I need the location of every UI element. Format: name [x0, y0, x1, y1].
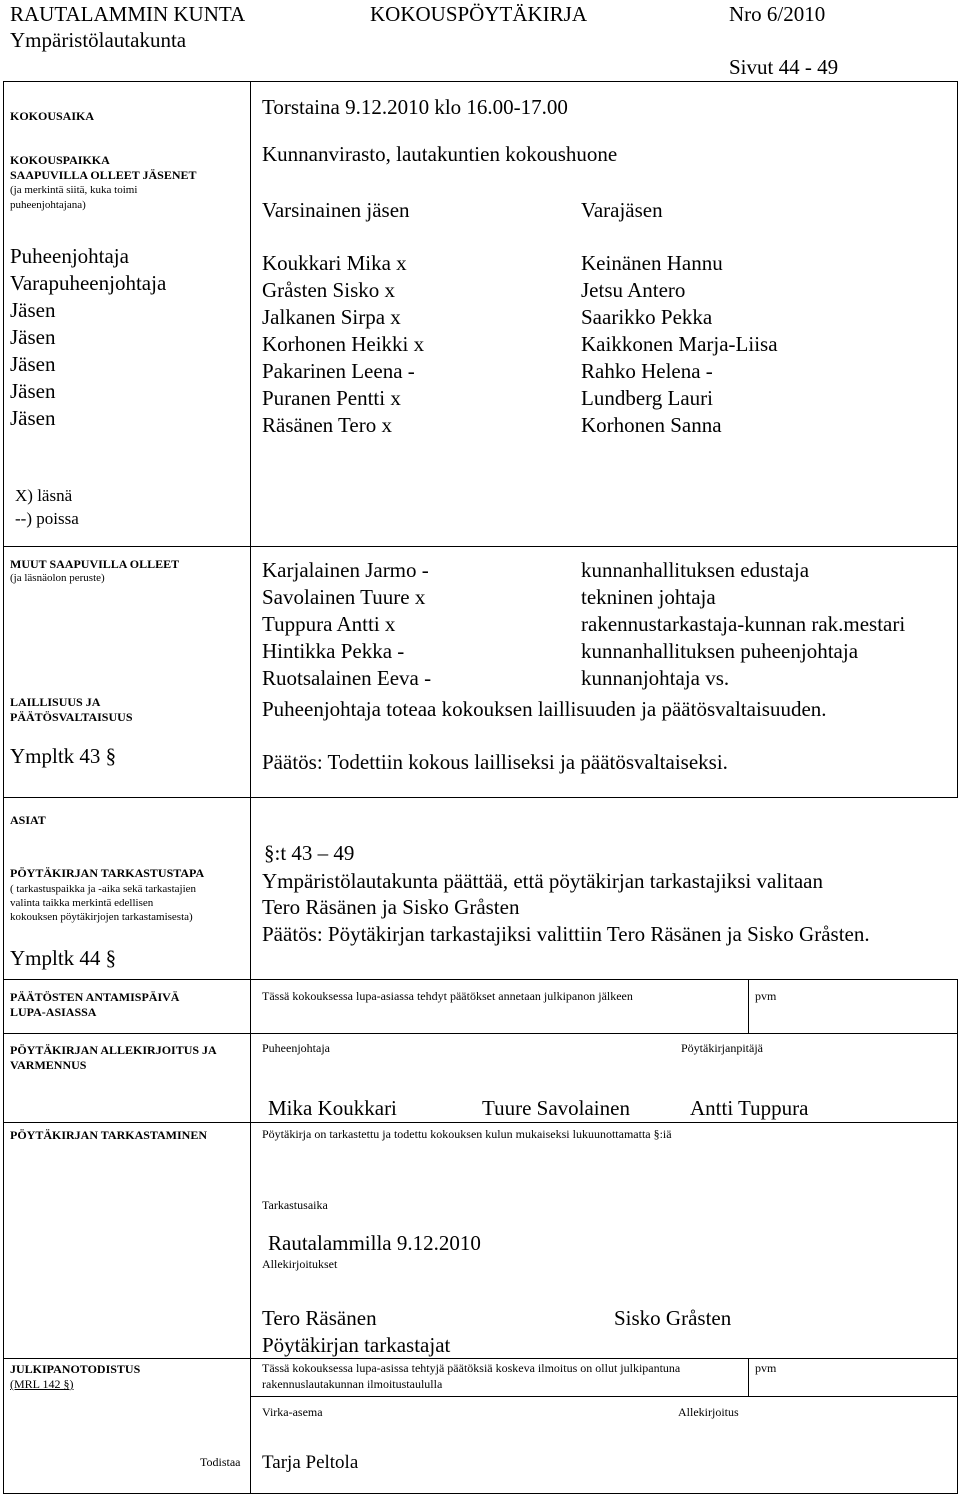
signer-chair: Mika Koukkari: [268, 1096, 397, 1120]
others-names: [262, 557, 431, 692]
column-divider: [250, 81, 251, 1493]
deputy-member-header: Varajäsen: [581, 198, 663, 222]
inspection-label: PÖYTÄKIRJAN TARKASTAMINEN: [10, 1128, 208, 1142]
others-label: MUUT SAAPUVILLA OLLEET: [10, 557, 180, 571]
other-attendee-role: kunnanhallituksen edustaja: [581, 558, 810, 582]
review-note-2: valinta taikka merkintä edellisen: [10, 897, 154, 909]
publication-pvm-divider: [748, 979, 749, 1033]
regular-member: Koukkari Mika x: [262, 251, 407, 275]
certifier-name: Tarja Peltola: [262, 1452, 359, 1473]
meeting-time-value: Torstaina 9.12.2010 klo 16.00-17.00: [262, 95, 568, 119]
deputy-member: Rahko Helena -: [581, 359, 713, 383]
document-number: Nro 6/2010: [729, 2, 826, 26]
signature-label: Allekirjoitus: [678, 1405, 739, 1419]
deputy-member: Saarikko Pekka: [581, 305, 713, 329]
inspection-text: Pöytäkirja on tarkastettu ja todettu kokouksen kulun mukaiseksi lukuunottamatta §:iä: [262, 1127, 672, 1141]
signer-vice: Tuure Savolainen: [482, 1096, 630, 1120]
members-note-1: (ja merkintä siitä, kuka toimi: [10, 184, 138, 196]
frame-bottom: [3, 1493, 958, 1494]
role-item: Puheenjohtaja: [10, 244, 129, 268]
other-attendee-role: rakennustarkastaja-kunnan rak.mestari: [581, 612, 906, 636]
divider-middle: [3, 797, 958, 798]
members-label: SAAPUVILLA OLLEET JÄSENET: [10, 168, 197, 182]
inspection-time-value: Rautalammilla 9.12.2010: [268, 1231, 481, 1255]
other-attendee-role: tekninen johtaja: [581, 585, 716, 609]
deputy-member: Keinänen Hannu: [581, 251, 723, 275]
notice-law: (MRL 142 §): [10, 1377, 74, 1391]
review-note-3: kokouksen pöytäkirjojen tarkastamisesta): [10, 911, 193, 923]
deputy-member: Kaikkonen Marja-Liisa: [581, 332, 778, 356]
regular-member: Räsänen Tero x: [262, 413, 392, 437]
member-roles: [10, 243, 166, 432]
role-item: Jäsen: [10, 379, 56, 403]
deputy-member: Lundberg Lauri: [581, 386, 713, 410]
review-label: PÖYTÄKIRJAN TARKASTUSTAPA: [10, 866, 205, 880]
notice-pvm-divider: [748, 1358, 749, 1396]
position-label: Virka-asema: [262, 1405, 323, 1419]
publication-label-2: LUPA-ASIASSA: [10, 1005, 97, 1019]
frame-right-upper: [957, 81, 958, 797]
review-line-1: Ympäristölautakunta päättää, että pöytäkirjan tarkastajiksi valitaan: [262, 869, 823, 893]
inspector-2: Sisko Gråsten: [614, 1306, 732, 1330]
signatures-label: Allekirjoitukset: [262, 1257, 338, 1271]
others-roles: [581, 557, 905, 692]
divider-notice: [3, 1358, 958, 1359]
other-attendee: Ruotsalainen Eeva -: [262, 666, 432, 690]
municipality-name: RAUTALAMMIN KUNTA: [10, 2, 246, 26]
meeting-time-label: KOKOUSAIKA: [10, 109, 95, 123]
other-attendee-role: kunnanhallituksen puheenjohtaja: [581, 639, 859, 663]
review-line-2: Tero Räsänen ja Sisko Gråsten: [262, 895, 520, 919]
legality-label-2: PÄÄTÖSVALTAISUUS: [10, 710, 133, 724]
regular-member: Pakarinen Leena -: [262, 359, 415, 383]
role-item: Jäsen: [10, 406, 56, 430]
deputy-member: Jetsu Antero: [581, 278, 686, 302]
role-item: Jäsen: [10, 298, 56, 322]
role-item: Jäsen: [10, 352, 56, 376]
inspection-time-label: Tarkastusaika: [262, 1198, 328, 1212]
regular-members-list: [262, 250, 424, 439]
document-type: KOKOUSPÖYTÄKIRJA: [370, 2, 588, 26]
role-item: Varapuheenjohtaja: [10, 271, 167, 295]
deputy-member: Korhonen Sanna: [581, 413, 722, 437]
divider-signing: [3, 1033, 958, 1034]
chair-label: Puheenjohtaja: [262, 1041, 330, 1055]
meeting-place-value: Kunnanvirasto, lautakuntien kokoushuone: [262, 142, 618, 166]
divider-position: [250, 1396, 958, 1397]
divider-top: [3, 81, 958, 82]
regular-member: Jalkanen Sirpa x: [262, 305, 401, 329]
legality-label-1: LAILLISUUS JA: [10, 695, 101, 709]
board-name: Ympäristölautakunta: [10, 28, 187, 52]
regular-member: Korhonen Heikki x: [262, 332, 425, 356]
notice-text-2: rakennuslautakunnan ilmoitustaululla: [262, 1377, 443, 1391]
signing-label-2: VARMENNUS: [10, 1058, 87, 1072]
divider-inspection: [3, 1122, 958, 1123]
role-item: Jäsen: [10, 325, 56, 349]
signer-secretary: Antti Tuppura: [690, 1096, 809, 1120]
publication-pvm: pvm: [755, 989, 777, 1003]
other-attendee: Hintikka Pekka -: [262, 639, 405, 663]
matters-label: ASIAT: [10, 813, 46, 827]
other-attendee-role: kunnanjohtaja vs.: [581, 666, 730, 690]
review-note-1: ( tarkastuspaikka ja -aika sekä tarkastajien: [10, 883, 197, 895]
other-attendee: Tuppura Antti x: [262, 612, 396, 636]
signing-label-1: PÖYTÄKIRJAN ALLEKIRJOITUS JA: [10, 1043, 217, 1057]
inspector-1: Tero Räsänen: [262, 1306, 377, 1330]
review-section: Ympltk 44 §: [10, 946, 117, 970]
inspectors-title: Pöytäkirjan tarkastajat: [262, 1333, 451, 1357]
legality-statement: Puheenjohtaja toteaa kokouksen laillisuuden ja päätösvaltaisuuden.: [262, 697, 827, 721]
notice-pvm: pvm: [755, 1361, 777, 1375]
review-line-3: Päätös: Pöytäkirjan tarkastajiksi valittiin Tero Räsänen ja Sisko Gråsten.: [262, 922, 870, 946]
matters-range: §:t 43 – 49: [264, 841, 355, 865]
publication-label-1: PÄÄTÖSTEN ANTAMISPÄIVÄ: [10, 990, 180, 1004]
frame-right-lower: [957, 979, 958, 1493]
regular-member-header: Varsinainen jäsen: [262, 198, 410, 222]
members-note-2: puheenjohtajana): [10, 199, 86, 211]
other-attendee: Karjalainen Jarmo -: [262, 558, 429, 582]
legend-present: X) läsnä: [15, 486, 73, 505]
others-note: (ja läsnäolon peruste): [10, 572, 105, 584]
divider-publication: [3, 979, 958, 980]
secretary-label: Pöytäkirjanpitäjä: [681, 1041, 763, 1055]
notice-label: JULKIPANOTODISTUS: [10, 1362, 141, 1376]
notice-text-1: Tässä kokouksessa lupa-asissa tehtyjä päätöksiä koskeva ilmoitus on ollut julkipantuna: [262, 1361, 681, 1375]
deputy-members-list: [581, 250, 778, 439]
legality-decision: Päätös: Todettiin kokous lailliseksi ja päätösvaltaiseksi.: [262, 750, 728, 774]
publication-text: Tässä kokouksessa lupa-asiassa tehdyt päätökset annetaan julkipanon jälkeen: [262, 989, 633, 1003]
divider-members: [3, 546, 958, 547]
regular-member: Gråsten Sisko x: [262, 278, 395, 302]
meeting-place-label: KOKOUSPAIKKA: [10, 153, 110, 167]
legend-absent: --) poissa: [15, 509, 79, 528]
legality-section: Ympltk 43 §: [10, 744, 117, 768]
frame-left: [3, 81, 4, 1493]
certify-label: Todistaa: [200, 1455, 241, 1469]
other-attendee: Savolainen Tuure x: [262, 585, 426, 609]
page-range: Sivut 44 - 49: [729, 55, 839, 79]
regular-member: Puranen Pentti x: [262, 386, 401, 410]
